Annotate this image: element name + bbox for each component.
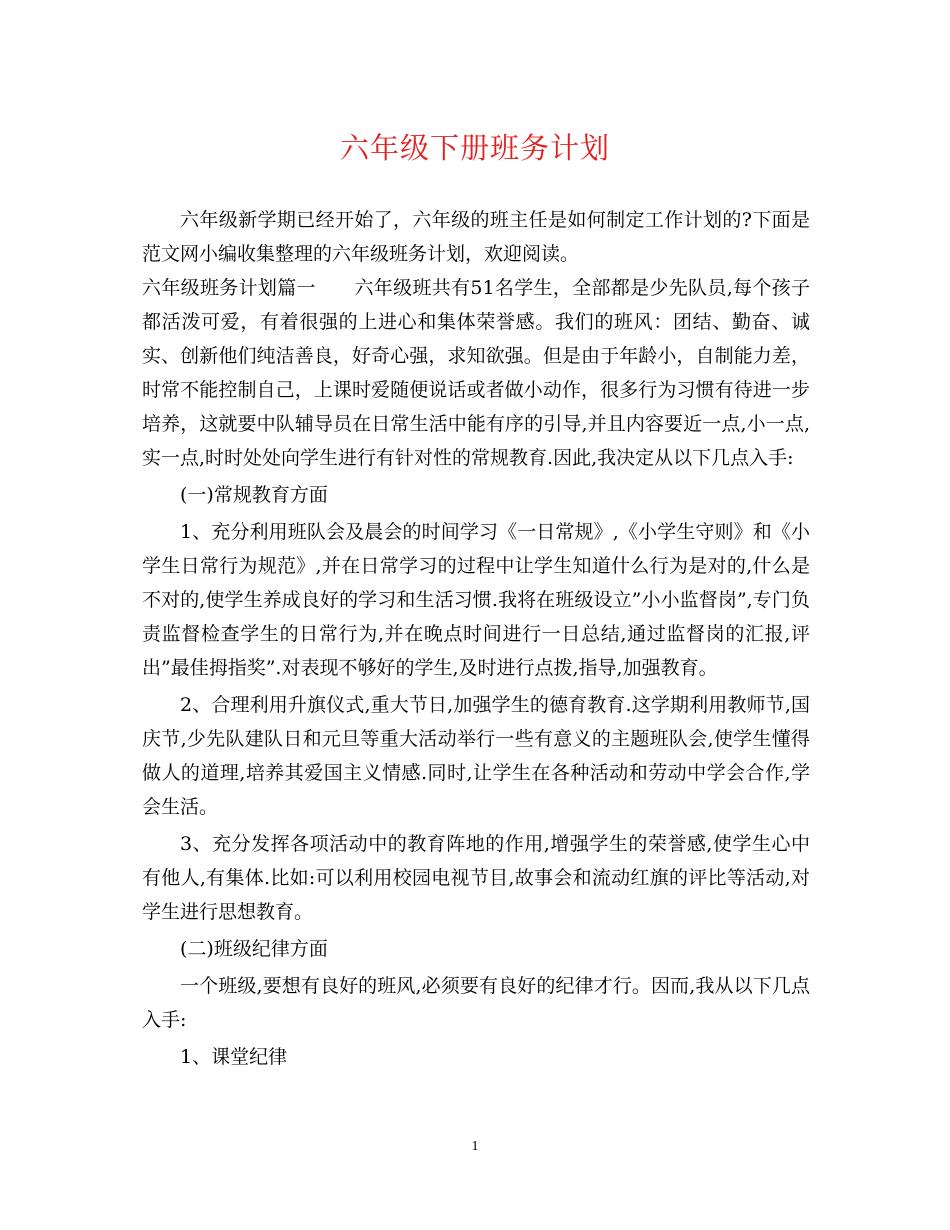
document-title: 六年级下册班务计划 (339, 131, 610, 165)
discipline-intro-paragraph: 一个班级,要想有良好的班风,必须要有良好的纪律才行。因而,我从以下几点入手: (142, 975, 810, 1031)
section-heading-routine: (一)常规教育方面 (180, 484, 328, 506)
routine-item-3: 3、充分发挥各项活动中的教育阵地的作用,增强学生的荣誉感,使学生心中有他人,有集体.比如:可以利用校园电视节目,故事会和流动红旗的评比等活动,对学生进行思想教育。 (142, 833, 810, 923)
intro-paragraph: 六年级新学期已经开始了，六年级的班主任是如何制定工作计划的?下面是范文网小编收集整理的六年级班务计划，欢迎阅读。 (142, 209, 810, 265)
plan-overview-paragraph: 六年级班务计划篇一 六年级班共有51名学生，全部都是少先队员,每个孩子都活泼可爱，有着很强的上进心和集体荣誉感。我们的班风：团结、勤奋、诚实、创新他们纯洁善良，好奇心强，求知欲强。但是由于年龄小，自制能力差，时常不能控制自己，上课时爱随便说话或者做小动作，很多行为习惯有待进一步培养，这就要中队辅导员在日常生活中能有序的引导,并且内容要近一点,小一点,实一点,时时处处向学生进行有针对性的常规教育.因此,我决定从以下几点入手: (142, 277, 810, 469)
routine-item-1: 1、充分利用班队会及晨会的时间学习《一日常规》,《小学生守则》和《小学生日常行为规范》,并在日常学习的过程中让学生知道什么行为是对的,什么是不对的,使学生养成良好的学习和生活习惯.我将在班级设立”小小监督岗”,专门负责监督检查学生的日常行为,并在晚点时间进行一日总结,通过监督岗的汇报,评出”最佳拇指奖”.对表现不够好的学生,及时进行点拨,指导,加强教育。 (142, 521, 810, 679)
discipline-item-1: 1、课堂纪律 (180, 1046, 288, 1068)
document-body (142, 203, 810, 1074)
page-number: 1 (471, 1139, 479, 1154)
section-heading-discipline: (二)班级纪律方面 (180, 938, 328, 960)
routine-item-2: 2、合理利用升旗仪式,重大节日,加强学生的德育教育.这学期利用教师节,国庆节,少先队建队日和元旦等重大活动举行一些有意义的主题班队会,使学生懂得做人的道理,培养其爱国主义情感.同时,让学生在各种活动和劳动中学会合作,学会生活。 (142, 694, 810, 818)
